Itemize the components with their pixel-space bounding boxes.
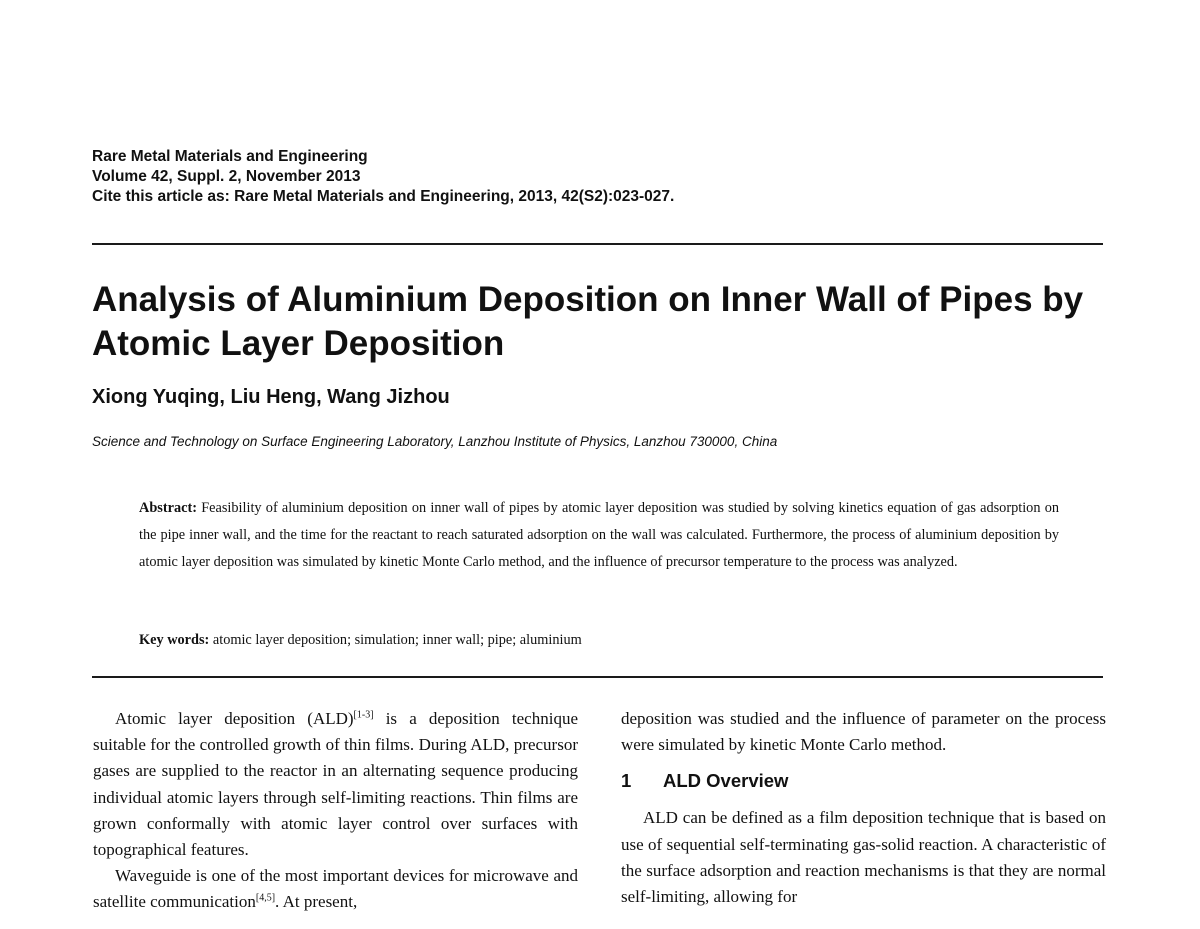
body-paragraph bbox=[93, 706, 578, 863]
abstract-label: Abstract: bbox=[139, 500, 197, 516]
paragraph-text: Atomic layer deposition (ALD) bbox=[115, 709, 354, 728]
article-affiliation: Science and Technology on Surface Engineering Laboratory, Lanzhou Institute of Physics, Lanzhou 730000, China bbox=[92, 434, 778, 449]
article-title: Analysis of Aluminium Deposition on Inner Wall of Pipes by Atomic Layer Deposition bbox=[92, 280, 1084, 363]
journal-header bbox=[92, 147, 674, 207]
citation-ref: [4,5] bbox=[255, 892, 276, 904]
body-column-right bbox=[621, 706, 1106, 910]
section-heading bbox=[621, 767, 1106, 795]
section-title: ALD Overview bbox=[663, 770, 789, 792]
paragraph-text: is a deposition technique suitable for the controlled growth of thin films. During ALD, precursor gases are supplied to the reactor in an alternating sequence producing individual atomic layers through self-limiting reactions. Thin films are grown conformally with atomic layer control over surfaces with topographical features. bbox=[93, 709, 578, 860]
paragraph-text: . At present, bbox=[275, 892, 358, 912]
abstract bbox=[139, 495, 1059, 576]
body-column-left bbox=[93, 706, 578, 916]
body-paragraph: ALD can be defined as a film deposition technique that is based on use of sequential self-terminating gas-solid reaction. A characteristic of the surface adsorption and reaction mechanisms is that they are normal self-limiting, allowing for bbox=[621, 808, 1106, 907]
body-paragraph bbox=[93, 863, 578, 915]
section-number: 1 bbox=[621, 770, 632, 792]
journal-citation: Cite this article as: Rare Metal Materials and Engineering, 2013, 42(S2):023-027. bbox=[92, 188, 675, 205]
paragraph-text: Waveguide is one of the most important devices for microwave and satellite communication bbox=[93, 866, 578, 912]
keywords bbox=[139, 629, 582, 651]
article-authors: Xiong Yuqing, Liu Heng, Wang Jizhou bbox=[92, 386, 450, 408]
abstract-divider bbox=[92, 676, 1103, 678]
abstract-text: Feasibility of aluminium deposition on inner wall of pipes by atomic layer deposition was studied by solving kinetics equation of gas adsorption on the pipe inner wall, and the time for the reactant to reach saturated adsorption on the wall was calculated. Furthermore, the process of aluminium deposition by atomic layer deposition was simulated by kinetic Monte Carlo method, and the influence of precursor temperature to the process was analyzed. bbox=[139, 500, 1060, 570]
header-divider bbox=[92, 243, 1103, 245]
keywords-label: Key words: bbox=[139, 632, 210, 648]
citation-ref: [1-3] bbox=[353, 709, 374, 721]
body-paragraph: deposition was studied and the influence of parameter on the process were simulated by kinetic Monte Carlo method. bbox=[621, 709, 1106, 755]
journal-volume: Volume 42, Suppl. 2, November 2013 bbox=[92, 168, 361, 185]
journal-name: Rare Metal Materials and Engineering bbox=[92, 148, 368, 165]
keywords-text: atomic layer deposition; simulation; inner wall; pipe; aluminium bbox=[212, 632, 582, 648]
